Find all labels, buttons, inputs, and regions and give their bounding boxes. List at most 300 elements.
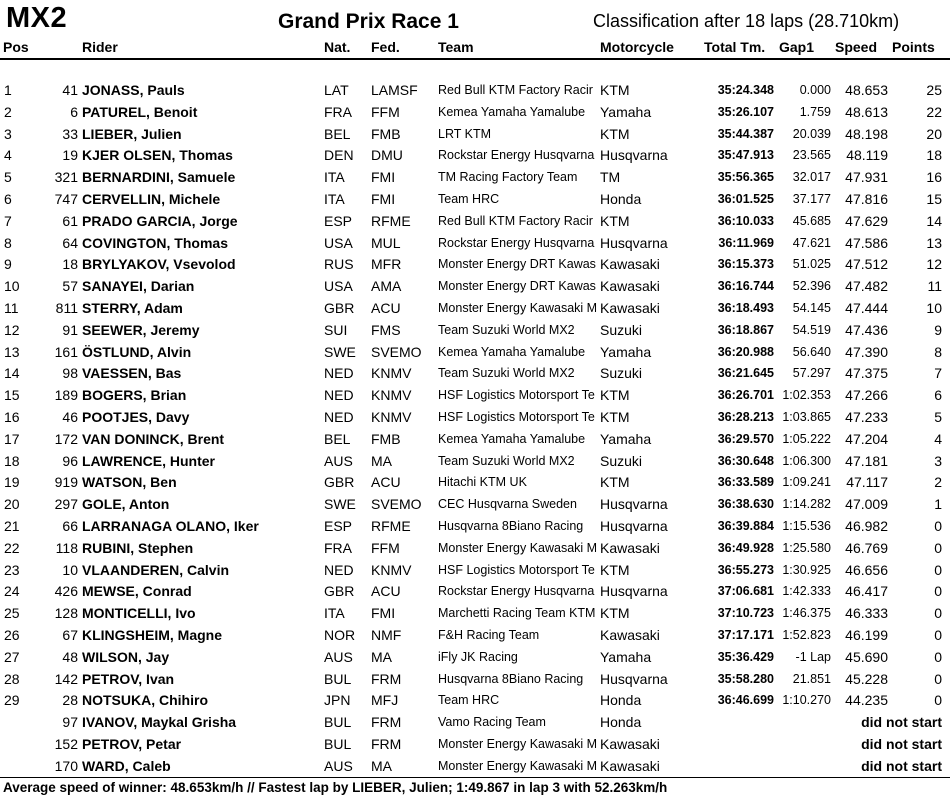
row-points: 14: [926, 212, 942, 229]
row-rider: WATSON, Ben: [82, 474, 177, 491]
table-row: [0, 342, 950, 364]
table-row: [0, 429, 950, 451]
row-pos: 7: [4, 212, 12, 229]
row-pos: 8: [4, 234, 12, 251]
row-number: 46: [62, 408, 78, 425]
row-motorcycle: Husqvarna: [600, 670, 668, 687]
row-pos: 21: [4, 517, 20, 534]
row-gap1: 1:02.353: [782, 388, 831, 403]
row-points: 15: [926, 190, 942, 207]
row-speed: 47.436: [845, 321, 888, 338]
row-pos: 15: [4, 387, 20, 404]
row-total-time: 36:10.033: [717, 213, 774, 228]
row-status: did not start: [861, 757, 942, 774]
row-gap1: 56.640: [792, 344, 831, 359]
row-number: 426: [54, 583, 78, 600]
row-speed: 47.586: [845, 234, 888, 251]
row-total-time: 36:49.928: [717, 540, 774, 555]
results-table: [0, 80, 950, 778]
row-total-time: 36:39.884: [717, 518, 774, 533]
table-row: [0, 472, 950, 494]
row-gap1: 1:42.333: [782, 584, 831, 599]
row-points: 18: [926, 147, 942, 164]
row-total-time: 36:28.213: [717, 409, 774, 424]
table-row: [0, 494, 950, 516]
row-number: 33: [62, 125, 78, 142]
row-nat: SWE: [324, 343, 356, 360]
row-motorcycle: Kawasaki: [600, 757, 660, 774]
row-team: Team Suzuki World MX2: [438, 366, 575, 381]
row-speed: 47.266: [845, 387, 888, 404]
row-pos: 23: [4, 561, 20, 578]
table-row: [0, 734, 950, 756]
row-pos: 13: [4, 343, 20, 360]
row-rider: WILSON, Jay: [82, 648, 170, 665]
row-rider: STERRY, Adam: [82, 299, 183, 316]
row-points: 10: [926, 299, 942, 316]
row-total-time: 36:26.701: [717, 388, 774, 403]
row-pos: 14: [4, 365, 20, 382]
row-points: 3: [934, 452, 942, 469]
row-fed: MA: [371, 648, 392, 665]
header-speed: Speed: [835, 39, 878, 55]
row-team: Team Suzuki World MX2: [438, 322, 575, 337]
row-gap1: 0.000: [799, 83, 831, 97]
row-nat: NED: [324, 365, 354, 382]
row-pos: 24: [4, 583, 20, 600]
row-nat: SWE: [324, 496, 356, 513]
table-row: [0, 560, 950, 582]
row-motorcycle: Husqvarna: [600, 147, 668, 164]
row-team: HSF Logistics Motorsport Te: [438, 409, 595, 424]
row-nat: BUL: [324, 735, 352, 752]
row-gap1: 23.565: [792, 148, 831, 163]
row-gap1: 20.039: [792, 126, 831, 141]
table-row: [0, 145, 950, 167]
header-fed: Fed.: [371, 39, 400, 55]
row-total-time: 35:47.913: [717, 148, 774, 163]
row-number: 67: [62, 626, 78, 643]
row-pos: 12: [4, 321, 20, 338]
row-pos: 11: [4, 299, 19, 316]
row-team: Rockstar Energy Husqvarna: [438, 148, 595, 163]
row-gap1: 54.145: [792, 300, 831, 315]
row-speed: 47.444: [845, 299, 888, 316]
row-gap1: 1:52.823: [782, 627, 831, 642]
row-points: 0: [934, 648, 942, 665]
row-speed: 46.199: [845, 626, 888, 643]
row-speed: 45.228: [845, 670, 888, 687]
row-pos: 9: [4, 256, 12, 273]
row-motorcycle: Kawasaki: [600, 299, 660, 316]
row-team: Red Bull KTM Factory Racir: [438, 213, 593, 228]
header-nat: Nat.: [324, 39, 351, 55]
row-points: 0: [934, 626, 942, 643]
table-row: [0, 80, 950, 102]
row-fed: SVEMO: [371, 496, 422, 513]
row-rider: VAN DONINCK, Brent: [82, 430, 225, 447]
row-total-time: 36:18.493: [717, 300, 774, 315]
row-motorcycle: Husqvarna: [600, 583, 668, 600]
row-nat: ESP: [324, 517, 353, 534]
table-row: [0, 167, 950, 189]
row-motorcycle: Kawasaki: [600, 539, 660, 556]
row-team: Monster Energy Kawasaki M: [438, 540, 598, 555]
row-number: 66: [62, 517, 78, 534]
row-gap1: -1 Lap: [795, 649, 831, 664]
row-speed: 44.235: [845, 692, 888, 709]
row-fed: MUL: [371, 234, 401, 251]
row-fed: ACU: [371, 474, 401, 491]
row-pos: 18: [4, 452, 20, 469]
row-team: CEC Husqvarna Sweden: [438, 497, 577, 512]
row-motorcycle: Honda: [600, 692, 642, 709]
table-row: [0, 669, 950, 691]
header-total-time: Total Tm.: [704, 39, 766, 55]
row-total-time: 36:21.645: [717, 366, 774, 381]
row-speed: 47.181: [845, 452, 888, 469]
row-fed: FMB: [371, 430, 401, 447]
row-gap1: 21.851: [792, 671, 831, 686]
row-team: Monster Energy DRT Kawas: [438, 279, 596, 294]
row-pos: 10: [4, 278, 20, 295]
row-fed: FMI: [371, 169, 396, 186]
row-total-time: 36:38.630: [717, 497, 774, 512]
row-speed: 48.119: [846, 147, 888, 164]
row-team: LRT KTM: [438, 126, 492, 141]
table-row: [0, 538, 950, 560]
row-number: 61: [62, 212, 78, 229]
row-team: Kemea Yamaha Yamalube: [438, 104, 586, 119]
row-nat: AUS: [324, 452, 353, 469]
row-fed: FFM: [371, 539, 400, 556]
row-fed: SVEMO: [371, 343, 422, 360]
row-number: 161: [54, 343, 78, 360]
row-number: 96: [62, 452, 78, 469]
row-fed: KNMV: [371, 408, 412, 425]
row-fed: KNMV: [371, 561, 412, 578]
row-fed: MA: [371, 452, 392, 469]
row-team: Vamo Racing Team: [438, 715, 546, 730]
row-speed: 47.375: [845, 365, 888, 382]
row-number: 297: [54, 496, 78, 513]
row-team: TM Racing Factory Team: [438, 170, 578, 185]
row-pos: 19: [4, 474, 20, 491]
row-nat: ITA: [324, 190, 345, 207]
row-number: 128: [54, 605, 78, 622]
row-rider: VAESSEN, Bas: [82, 365, 182, 382]
row-speed: 47.204: [845, 430, 888, 447]
row-points: 1: [934, 496, 942, 513]
row-rider: ÖSTLUND, Alvin: [82, 343, 192, 360]
table-row: [0, 363, 950, 385]
table-row: [0, 625, 950, 647]
row-team: Team HRC: [438, 693, 500, 708]
row-pos: 4: [4, 147, 12, 164]
row-gap1: 37.177: [792, 191, 831, 206]
row-points: 13: [926, 234, 942, 251]
row-points: 0: [934, 539, 942, 556]
row-rider: PRADO GARCIA, Jorge: [82, 212, 238, 229]
row-fed: FRM: [371, 714, 402, 731]
row-speed: 47.390: [845, 343, 888, 360]
row-nat: LAT: [324, 82, 349, 98]
row-team: HSF Logistics Motorsport Te: [438, 562, 595, 577]
row-number: 811: [55, 299, 78, 316]
row-nat: GBR: [324, 299, 355, 316]
row-number: 6: [70, 103, 78, 120]
row-total-time: 36:15.373: [717, 257, 774, 272]
table-row: [0, 407, 950, 429]
row-rider: SANAYEI, Darian: [82, 278, 195, 295]
table-row: [0, 233, 950, 255]
row-points: 16: [926, 169, 942, 186]
row-speed: 48.653: [845, 82, 888, 98]
row-speed: 45.690: [845, 648, 888, 665]
row-number: 10: [62, 561, 78, 578]
row-rider: LARRANAGA OLANO, Iker: [82, 517, 259, 534]
row-fed: FMS: [371, 321, 401, 338]
row-fed: RFME: [371, 517, 411, 534]
row-pos: 2: [4, 103, 12, 120]
row-speed: 47.512: [845, 256, 888, 273]
row-team: HSF Logistics Motorsport Te: [438, 388, 595, 403]
header-gap1: Gap1: [779, 39, 815, 55]
row-total-time: 37:17.171: [717, 627, 774, 642]
row-total-time: 35:56.365: [717, 170, 774, 185]
row-gap1: 51.025: [792, 257, 831, 272]
row-points: 9: [934, 321, 942, 338]
row-gap1: 1:05.222: [782, 431, 831, 446]
table-row: [0, 385, 950, 407]
row-pos: 3: [4, 125, 12, 142]
row-motorcycle: KTM: [600, 561, 630, 578]
row-points: 6: [934, 387, 942, 404]
row-team: iFly JK Racing: [438, 649, 518, 664]
row-pos: 20: [4, 496, 20, 513]
table-row: [0, 276, 950, 298]
row-total-time: 37:06.681: [717, 584, 774, 599]
row-team: Kemea Yamaha Yamalube: [438, 431, 586, 446]
row-gap1: 32.017: [792, 170, 831, 185]
row-speed: 47.931: [845, 169, 888, 186]
row-pos: 26: [4, 626, 20, 643]
row-motorcycle: Yamaha: [600, 103, 652, 120]
row-motorcycle: Husqvarna: [600, 496, 668, 513]
row-rider: CERVELLIN, Michele: [82, 190, 221, 207]
row-number: 321: [54, 169, 78, 186]
row-fed: FRM: [371, 735, 402, 752]
row-gap1: 1.759: [799, 104, 831, 119]
row-fed: FMB: [371, 125, 401, 142]
row-nat: BEL: [324, 125, 351, 142]
row-speed: 46.982: [845, 517, 888, 534]
row-rider: SEEWER, Jeremy: [82, 321, 200, 338]
row-speed: 47.233: [845, 408, 888, 425]
row-number: 747: [54, 190, 78, 207]
row-team: Kemea Yamaha Yamalube: [438, 344, 586, 359]
row-number: 64: [62, 234, 78, 251]
row-fed: FMI: [371, 190, 396, 207]
table-row: [0, 756, 950, 778]
table-row: [0, 189, 950, 211]
row-team: Husqvarna 8Biano Racing: [438, 518, 584, 533]
row-total-time: 36:18.867: [717, 322, 774, 337]
row-total-time: 36:55.273: [717, 562, 774, 577]
table-row: [0, 451, 950, 473]
row-speed: 47.629: [845, 212, 888, 229]
row-speed: 48.613: [845, 103, 888, 120]
row-total-time: 36:20.988: [717, 344, 774, 359]
row-points: 11: [927, 278, 942, 295]
row-motorcycle: Kawasaki: [600, 278, 660, 295]
row-pos: 27: [4, 648, 20, 665]
row-pos: 17: [4, 430, 20, 447]
row-fed: ACU: [371, 299, 401, 316]
row-fed: FFM: [371, 103, 400, 120]
row-gap1: 1:46.375: [782, 606, 831, 621]
row-points: 5: [934, 408, 942, 425]
table-row: [0, 516, 950, 538]
row-team: Monster Energy Kawasaki M: [438, 758, 598, 773]
row-speed: 47.009: [845, 496, 888, 513]
row-rider: NOTSUKA, Chihiro: [82, 692, 208, 709]
footer-summary: [0, 777, 950, 803]
row-nat: GBR: [324, 583, 355, 600]
row-number: 189: [54, 387, 78, 404]
row-nat: BEL: [324, 430, 351, 447]
row-points: 0: [934, 561, 942, 578]
table-row: [0, 647, 950, 669]
row-rider: BOGERS, Brian: [82, 387, 187, 404]
row-rider: BRYLYAKOV, Vsevolod: [82, 256, 236, 273]
row-total-time: 36:33.589: [717, 475, 774, 490]
row-total-time: 36:30.648: [717, 453, 774, 468]
footer-text: Average speed of winner: 48.653km/h // Fastest lap by LIEBER, Julien; 1:49.867 in lap 3 with 52.263km/h: [3, 780, 668, 795]
row-pos: 1: [4, 82, 12, 98]
row-motorcycle: Kawasaki: [600, 256, 660, 273]
row-rider: JONASS, Pauls: [82, 82, 185, 98]
row-points: 0: [934, 670, 942, 687]
row-total-time: 35:26.107: [717, 104, 774, 119]
row-rider: IVANOV, Maykal Grisha: [82, 714, 237, 731]
row-points: 8: [934, 343, 942, 360]
table-row: [0, 254, 950, 276]
row-team: Team HRC: [438, 191, 500, 206]
row-pos: 25: [4, 605, 20, 622]
row-total-time: 35:36.429: [717, 649, 774, 664]
row-pos: 28: [4, 670, 20, 687]
header-team: Team: [438, 39, 474, 55]
row-team: Marchetti Racing Team KTM: [438, 606, 596, 621]
row-points: 7: [934, 365, 942, 382]
row-motorcycle: KTM: [600, 387, 630, 404]
row-total-time: 36:16.744: [717, 279, 774, 294]
row-speed: 47.482: [845, 278, 888, 295]
row-total-time: 37:10.723: [717, 606, 774, 621]
row-motorcycle: Honda: [600, 190, 642, 207]
row-rider: MONTICELLI, Ivo: [82, 605, 196, 622]
row-nat: JPN: [324, 692, 351, 709]
row-gap1: 1:30.925: [782, 562, 831, 577]
row-fed: FMI: [371, 605, 396, 622]
row-number: 142: [54, 670, 78, 687]
row-rider: COVINGTON, Thomas: [82, 234, 228, 251]
row-motorcycle: Suzuki: [600, 365, 643, 382]
row-points: 2: [934, 474, 942, 491]
row-points: 12: [926, 256, 942, 273]
race-title: Grand Prix Race 1: [278, 10, 459, 33]
class-name: MX2: [6, 2, 68, 34]
row-status: did not start: [861, 714, 942, 731]
row-rider: PETROV, Petar: [82, 735, 182, 752]
row-gap1: 47.621: [792, 235, 831, 250]
row-number: 919: [54, 474, 78, 491]
table-row: [0, 690, 950, 712]
row-number: 19: [62, 147, 78, 164]
row-rider: MEWSE, Conrad: [82, 583, 192, 600]
row-fed: AMA: [371, 278, 402, 295]
row-motorcycle: Suzuki: [600, 321, 643, 338]
table-row: [0, 211, 950, 233]
row-fed: DMU: [371, 147, 403, 164]
row-number: 91: [62, 321, 78, 338]
row-motorcycle: KTM: [600, 605, 630, 622]
row-motorcycle: Husqvarna: [600, 234, 668, 251]
table-row: [0, 712, 950, 734]
row-motorcycle: Honda: [600, 714, 642, 731]
row-nat: ITA: [324, 169, 345, 186]
row-rider: GOLE, Anton: [82, 496, 170, 513]
row-total-time: 36:11.969: [718, 235, 774, 250]
row-rider: WARD, Caleb: [82, 757, 171, 774]
row-motorcycle: TM: [600, 169, 621, 186]
row-speed: 47.816: [845, 190, 888, 207]
row-motorcycle: Kawasaki: [600, 626, 660, 643]
row-nat: USA: [324, 234, 353, 251]
row-points: 25: [926, 82, 942, 98]
row-rider: LAWRENCE, Hunter: [82, 452, 215, 469]
row-total-time: 36:29.570: [717, 431, 774, 446]
row-gap1: 57.297: [792, 366, 831, 381]
row-gap1: 1:14.282: [782, 497, 831, 512]
row-team: Rockstar Energy Husqvarna: [438, 584, 595, 599]
row-pos: 22: [4, 539, 20, 556]
row-fed: MFJ: [371, 692, 399, 709]
row-fed: RFME: [371, 212, 411, 229]
row-speed: 47.117: [846, 474, 888, 491]
header-points: Points: [892, 39, 935, 55]
row-rider: KJER OLSEN, Thomas: [82, 147, 233, 164]
row-nat: BUL: [324, 670, 352, 687]
row-nat: BUL: [324, 714, 352, 731]
row-speed: 46.417: [845, 583, 888, 600]
row-nat: NED: [324, 561, 354, 578]
header-motorcycle: Motorcycle: [600, 39, 674, 55]
row-team: Monster Energy Kawasaki M: [438, 736, 598, 751]
row-fed: NMF: [371, 626, 402, 643]
row-points: 0: [934, 692, 942, 709]
row-speed: 46.656: [845, 561, 888, 578]
row-rider: LIEBER, Julien: [82, 125, 182, 142]
row-team: Monster Energy DRT Kawas: [438, 257, 596, 272]
row-motorcycle: KTM: [600, 82, 630, 98]
row-fed: ACU: [371, 583, 401, 600]
row-motorcycle: KTM: [600, 408, 630, 425]
row-nat: GBR: [324, 474, 355, 491]
row-team: Team Suzuki World MX2: [438, 453, 575, 468]
table-row: [0, 320, 950, 342]
